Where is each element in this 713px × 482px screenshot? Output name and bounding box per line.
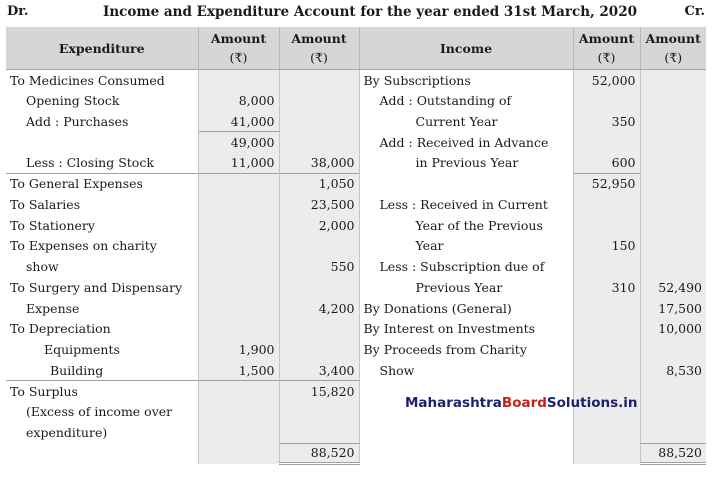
expenditure-cell: To Stationery: [10, 217, 95, 233]
amount-cell: [279, 236, 359, 257]
amount-cell: [640, 111, 706, 132]
amount-cell: [198, 194, 279, 215]
amount-cell: [279, 319, 359, 340]
total-row: [6, 443, 706, 464]
table-row: [6, 70, 706, 91]
amount-cell: [573, 339, 640, 360]
expenditure-cell: expenditure): [26, 425, 108, 441]
amount-cell: [279, 277, 359, 298]
amount-cell: [573, 194, 640, 215]
amount-cell: [573, 132, 640, 153]
amount-cell: [640, 339, 706, 360]
amount-cell: [279, 132, 359, 153]
table-row: [6, 298, 706, 319]
income-cell: [359, 422, 573, 443]
amount-cell: 10,000: [640, 319, 706, 340]
title-row: [0, 0, 713, 24]
expenditure-cell: To Medicines Consumed: [10, 72, 165, 88]
amount-header: Amount (₹): [279, 27, 359, 70]
expenditure-cell: Opening Stock: [26, 93, 120, 109]
amount-cell: 41,000: [198, 111, 279, 132]
income-cell: Year of the Previous: [359, 215, 573, 236]
expenditure-cell: Add : Purchases: [26, 113, 129, 129]
amount-cell: [198, 215, 279, 236]
amount-cell: 15,820: [279, 381, 359, 402]
amount-cell: [573, 90, 640, 111]
expenditure-cell: (Excess of income over: [26, 404, 173, 420]
amount-cell: 4,200: [279, 298, 359, 319]
amount-header: Amount (₹): [198, 27, 279, 70]
expenditure-cell: To Surgery and Dispensary: [10, 279, 183, 295]
amount-cell: 2,000: [279, 215, 359, 236]
table-row: [6, 360, 706, 381]
expenditure-cell: To Depreciation: [10, 321, 111, 337]
amount-cell: [198, 173, 279, 194]
amount-cell: [640, 173, 706, 194]
amount-cell: 52,950: [573, 173, 640, 194]
income-cell: Show: [359, 360, 573, 381]
amount-cell: [279, 402, 359, 423]
amount-cell: [198, 236, 279, 257]
header-row: [6, 27, 706, 70]
amount-cell: 52,490: [640, 277, 706, 298]
amount-cell: 1,900: [198, 339, 279, 360]
amount-cell: 52,000: [573, 70, 640, 91]
expenditure-cell: [6, 132, 198, 153]
table-row: [6, 90, 706, 111]
amount-cell: 150: [573, 236, 640, 257]
amount-cell: 600: [573, 153, 640, 174]
income-cell: Less : Subscription due of: [359, 256, 573, 277]
amount-cell: [640, 153, 706, 174]
amount-cell: 550: [279, 256, 359, 277]
amount-cell: 8,530: [640, 360, 706, 381]
income-cell: By Interest on Investments: [359, 319, 573, 340]
expenditure-cell: To Expenses on charity: [10, 238, 157, 254]
table-row: [6, 153, 706, 174]
amount-cell: [573, 298, 640, 319]
income-cell: [359, 443, 573, 464]
amount-cell: [198, 277, 279, 298]
expenditure-cell: show: [26, 259, 59, 275]
amount-cell: 17,500: [640, 298, 706, 319]
income-cell: By Proceeds from Charity: [359, 339, 573, 360]
amount-cell: [640, 70, 706, 91]
expenditure-total: 88,520: [279, 443, 359, 464]
income-cell: Less : Received in Current: [359, 194, 573, 215]
amount-cell: [198, 70, 279, 91]
amount-cell: 310: [573, 277, 640, 298]
expenditure-cell: Equipments: [44, 342, 120, 358]
amount-cell: [640, 256, 706, 277]
income-cell: [359, 173, 573, 194]
amount-cell: [279, 339, 359, 360]
table-row: [6, 319, 706, 340]
amount-cell: [573, 319, 640, 340]
amount-cell: [573, 215, 640, 236]
amount-cell: 1,050: [279, 173, 359, 194]
amount-cell: [640, 402, 706, 423]
expenditure-header: Expenditure: [6, 27, 198, 70]
amount-cell: [640, 381, 706, 402]
amount-cell: [198, 298, 279, 319]
account-title: Income and Expenditure Account for the year ended 31st March, 2020: [103, 4, 637, 20]
amount-cell: [640, 422, 706, 443]
amount-cell: 1,500: [198, 360, 279, 381]
expenditure-cell: Less : Closing Stock: [26, 155, 154, 171]
income-cell: By Subscriptions: [359, 70, 573, 91]
amount-cell: 11,000: [198, 153, 279, 174]
income-cell: Year: [359, 236, 573, 257]
table-row: [6, 111, 706, 132]
amount-cell: [198, 443, 279, 464]
amount-cell: [573, 360, 640, 381]
amount-header: Amount (₹): [640, 27, 706, 70]
amount-header: Amount (₹): [573, 27, 640, 70]
amount-cell: [279, 422, 359, 443]
table-row: [6, 215, 706, 236]
expenditure-cell: To Surplus: [6, 381, 198, 402]
income-cell: By Donations (General): [359, 298, 573, 319]
income-cell: Add : Received in Advance: [359, 132, 573, 153]
amount-cell: [640, 236, 706, 257]
table-row: [6, 339, 706, 360]
credit-label: Cr.: [684, 4, 705, 19]
table-row: [6, 173, 706, 194]
amount-cell: [198, 319, 279, 340]
table-row: [6, 194, 706, 215]
income-total: 88,520: [640, 443, 706, 464]
income-cell: Current Year: [359, 111, 573, 132]
table-row: [6, 236, 706, 257]
income-cell: Previous Year: [359, 277, 573, 298]
amount-cell: [279, 90, 359, 111]
amount-cell: 8,000: [198, 90, 279, 111]
amount-cell: 3,400: [279, 360, 359, 381]
expenditure-cell: To General Expenses: [6, 173, 198, 194]
amount-cell: [279, 111, 359, 132]
amount-cell: 49,000: [198, 132, 279, 153]
amount-cell: 38,000: [279, 153, 359, 174]
amount-cell: [640, 215, 706, 236]
table-row: [6, 132, 706, 153]
amount-cell: [198, 422, 279, 443]
amount-cell: [573, 443, 640, 464]
expenditure-cell: To Salaries: [10, 196, 81, 212]
amount-cell: [573, 256, 640, 277]
amount-cell: [573, 422, 640, 443]
amount-cell: [279, 70, 359, 91]
amount-cell: [640, 194, 706, 215]
amount-cell: [198, 402, 279, 423]
amount-cell: [640, 132, 706, 153]
table-row: [6, 277, 706, 298]
expenditure-cell: [6, 443, 198, 464]
expenditure-cell: Expense: [26, 300, 80, 316]
income-cell: Add : Outstanding of: [359, 90, 573, 111]
amount-cell: 23,500: [279, 194, 359, 215]
site-watermark: MaharashtraBoardSolutions.in: [405, 395, 638, 411]
income-header: Income: [359, 27, 573, 70]
table-row: [6, 422, 706, 443]
expenditure-cell: Building: [50, 362, 104, 378]
debit-label: Dr.: [7, 4, 29, 19]
amount-cell: [198, 256, 279, 277]
amount-cell: 350: [573, 111, 640, 132]
income-cell: in Previous Year: [359, 153, 573, 174]
amount-cell: [198, 381, 279, 402]
amount-cell: [640, 90, 706, 111]
table-row: [6, 256, 706, 277]
